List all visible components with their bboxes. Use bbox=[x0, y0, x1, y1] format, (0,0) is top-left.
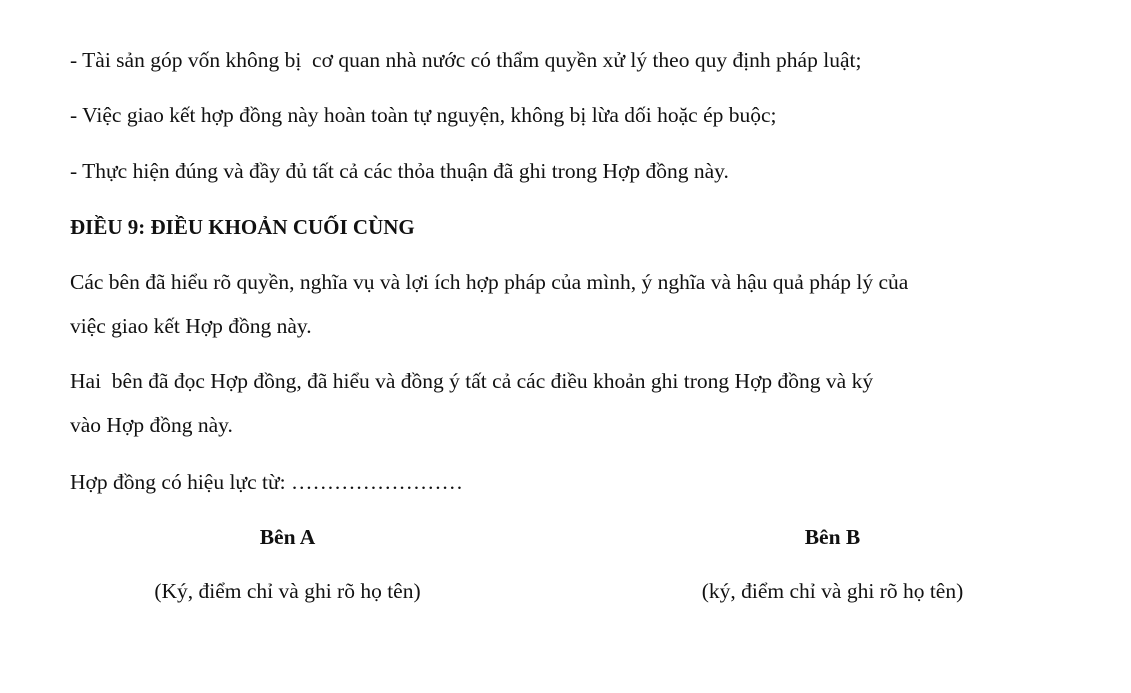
paragraph-agreement-line-1: Hai bên đã đọc Hợp đồng, đã hiểu và đồng ý tất cả các điều khoản ghi trong Hợp đồng và ký bbox=[70, 369, 874, 393]
effective-date-blank: …………………… bbox=[290, 470, 463, 494]
paragraph-understanding-line-2: việc giao kết Hợp đồng này. bbox=[70, 314, 312, 338]
party-b-title: Bên B bbox=[804, 525, 861, 549]
article-9-heading: ĐIỀU 9: ĐIỀU KHOẢN CUỐI CÙNG bbox=[70, 215, 415, 239]
party-b-signature-note: (ký, điểm chỉ và ghi rõ họ tên) bbox=[701, 579, 964, 603]
paragraph-understanding-line-1: Các bên đã hiểu rõ quyền, nghĩa vụ và lợi ích hợp pháp của mình, ý nghĩa và hậu quả pháp lý của bbox=[70, 270, 909, 294]
party-a-title: Bên A bbox=[259, 525, 316, 549]
paragraph-agreement-line-2: vào Hợp đồng này. bbox=[70, 413, 233, 437]
bullet-voluntary-agreement: - Việc giao kết hợp đồng này hoàn toàn tự nguyện, không bị lừa dối hoặc ép buộc; bbox=[70, 103, 777, 127]
bullet-fulfill-obligations: - Thực hiện đúng và đầy đủ tất cả các thỏa thuận đã ghi trong Hợp đồng này. bbox=[70, 159, 729, 183]
effective-date-label: Hợp đồng có hiệu lực từ: bbox=[70, 470, 291, 494]
bullet-assets-not-seized: - Tài sản góp vốn không bị cơ quan nhà nước có thẩm quyền xử lý theo quy định pháp luật; bbox=[70, 48, 862, 72]
party-a-signature-note: (Ký, điểm chỉ và ghi rõ họ tên) bbox=[154, 579, 421, 603]
effective-date-line bbox=[70, 472, 463, 494]
